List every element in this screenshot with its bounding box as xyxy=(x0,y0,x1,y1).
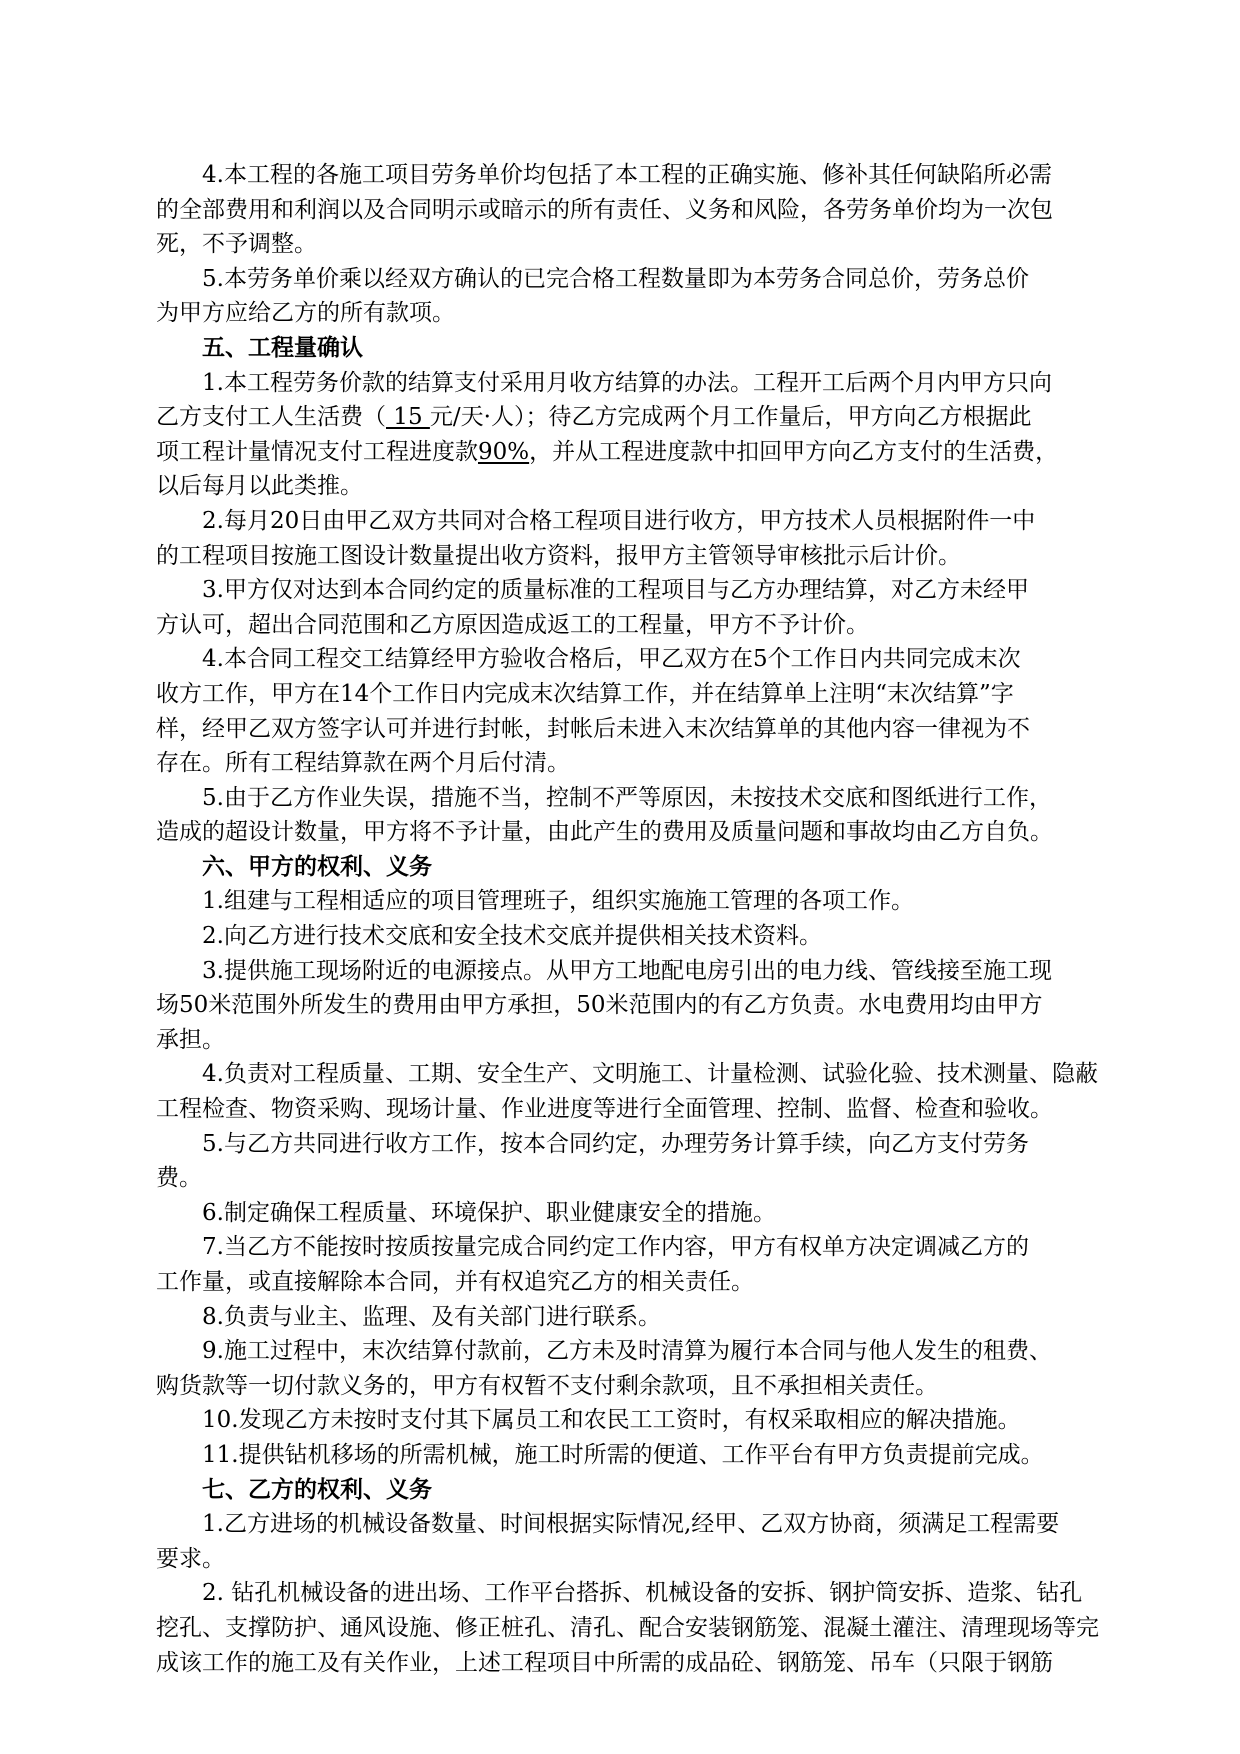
text-line: 8.负责与业主、监理、及有关部门进行联系。 xyxy=(202,1303,661,1330)
text-line: 工作量，或直接解除本合同，并有权追究乙方的相关责任。 xyxy=(156,1269,754,1295)
clause-6-5 xyxy=(156,1127,1130,1196)
clause-6-3 xyxy=(156,954,1130,1058)
text-line: 4.本合同工程交工结算经甲方验收合格后，甲乙双方在5个工作日内共同完成末次 xyxy=(202,646,1021,673)
text-line xyxy=(156,435,1130,470)
text-line: 费。 xyxy=(156,1165,202,1192)
text-line: 的工程项目按施工图设计数量提出收方资料，报甲方主管领导审核批示后计价。 xyxy=(156,542,961,569)
text-line: 1.组建与工程相适应的项目管理班子，组织实施施工管理的各项工作。 xyxy=(202,888,914,915)
text-line: 要求。 xyxy=(156,1545,225,1572)
clause-7-1 xyxy=(156,1507,1130,1576)
clause-6-4 xyxy=(156,1057,1130,1126)
section-heading-6: 六、甲方的权利、义务 xyxy=(202,852,432,880)
text-segment: ，并从工程进度款中扣回甲方向乙方支付的生活费， xyxy=(529,438,1059,465)
text-line: 2.向乙方进行技术交底和安全技术交底并提供相关技术资料。 xyxy=(202,923,822,950)
text-line: 5.由于乙方作业失误，措施不当，控制不严等原因，未按技术交底和图纸进行工作， xyxy=(202,784,1052,811)
clause-6-10 xyxy=(156,1403,1130,1438)
progress-payment-percent: 90% xyxy=(478,438,530,465)
text-line: 4.本工程的各施工项目劳务单价均包括了本工程的正确实施、修补其任何缺陷所必需 xyxy=(202,162,1052,188)
clause-6-11 xyxy=(156,1438,1130,1473)
text-line: 收方工作，甲方在14个工作日内完成末次结算工作，并在结算单上注明“末次结算”字 xyxy=(156,680,1014,707)
text-segment: 元/天·人）；待乙方完成两个月工作量后，甲方向乙方根据此 xyxy=(429,404,1032,431)
text-line: 工程检查、物资采购、现场计量、作业进度等进行全面管理、控制、监督、检查和验收。 xyxy=(156,1096,1053,1123)
clause-4-5 xyxy=(156,262,1130,331)
text-line: 购货款等一切付款义务的，甲方有权暂不支付剩余款项，且不承担相关责任。 xyxy=(156,1372,938,1399)
clause-4-4 xyxy=(156,158,1130,262)
text-line xyxy=(156,400,1130,435)
living-allowance-amount: 15 xyxy=(386,404,430,431)
text-line: 死，不予调整。 xyxy=(156,231,317,258)
text-line: 4.负责对工程质量、工期、安全生产、文明施工、计量检测、试验化验、技术测量、隐蔽 xyxy=(202,1061,1098,1088)
clause-5-3 xyxy=(156,573,1130,642)
clause-6-6 xyxy=(156,1196,1130,1231)
text-segment: 乙方支付工人生活费（ xyxy=(156,404,386,431)
text-line: 造成的超设计数量，甲方将不予计量，由此产生的费用及质量问题和事故均由乙方自负。 xyxy=(156,819,1053,846)
text-line: 2. 钻孔机械设备的进出场、工作平台搭拆、机械设备的安拆、钢护筒安拆、造浆、钻孔 xyxy=(202,1580,1083,1607)
text-line: 9.施工过程中，末次结算付款前，乙方未及时清算为履行本合同与他人发生的租费、 xyxy=(202,1338,1052,1365)
text-line: 3.提供施工现场附近的电源接点。从甲方工地配电房引出的电力线、管线接至施工现 xyxy=(202,957,1052,984)
text-line: 3.甲方仅对达到本合同约定的质量标准的工程项目与乙方办理结算，对乙方未经甲 xyxy=(202,577,1029,604)
clause-5-1 xyxy=(156,366,1130,504)
text-line: 7.当乙方不能按时按质按量完成合同约定工作内容，甲方有权单方决定调减乙方的 xyxy=(202,1234,1029,1261)
text-line: 方认可，超出合同范围和乙方原因造成返工的工程量，甲方不予计价。 xyxy=(156,611,869,638)
text-line: 10.发现乙方未按时支付其下属员工和农民工工资时，有权采取相应的解决措施。 xyxy=(202,1407,1021,1434)
text-line: 挖孔、支撑防护、通风设施、修正桩孔、清孔、配合安装钢筋笼、混凝土灌注、清理现场等完 xyxy=(156,1614,1099,1641)
clause-7-2 xyxy=(156,1576,1130,1680)
text-line: 11.提供钻机移场的所需机械，施工时所需的便道、工作平台有甲方负责提前完成。 xyxy=(202,1441,1044,1468)
section-heading-7: 七、乙方的权利、义务 xyxy=(202,1475,432,1503)
clause-6-9 xyxy=(156,1334,1130,1403)
text-line: 场50米范围外所发生的费用由甲方承担，50米范围内的有乙方负责。水电费用均由甲方 xyxy=(156,992,1043,1019)
text-line: 6.制定确保工程质量、环境保护、职业健康安全的措施。 xyxy=(202,1199,776,1226)
text-line: 存在。所有工程结算款在两个月后付清。 xyxy=(156,750,570,777)
text-line: 1.乙方进场的机械设备数量、时间根据实际情况,经甲、乙双方协商，须满足工程需要 xyxy=(202,1511,1060,1538)
clause-6-7 xyxy=(156,1230,1130,1299)
text-line: 2.每月20日由甲乙双方共同对合格工程项目进行收方，甲方技术人员根据附件一中 xyxy=(202,507,1036,534)
clause-6-8 xyxy=(156,1300,1130,1335)
text-line: 1.本工程劳务价款的结算支付采用月收方结算的办法。工程开工后两个月内甲方只向 xyxy=(202,369,1052,396)
clause-5-2 xyxy=(156,504,1130,573)
text-line: 样，经甲乙双方签字认可并进行封帐，封帐后未进入末次结算单的其他内容一律视为不 xyxy=(156,715,1030,742)
text-line: 的全部费用和利润以及合同明示或暗示的所有责任、义务和风险，各劳务单价均为一次包 xyxy=(156,196,1053,223)
clause-6-1 xyxy=(156,884,1130,919)
text-line: 承担。 xyxy=(156,1026,225,1053)
text-line: 5.与乙方共同进行收方工作，按本合同约定，办理劳务计算手续，向乙方支付劳务 xyxy=(202,1130,1029,1157)
clause-5-4 xyxy=(156,642,1130,780)
section-heading-5: 五、工程量确认 xyxy=(202,333,363,361)
clause-6-2 xyxy=(156,919,1130,954)
text-line: 为甲方应给乙方的所有款项。 xyxy=(156,300,455,327)
text-line: 5.本劳务单价乘以经双方确认的已完合格工程数量即为本劳务合同总价，劳务总价 xyxy=(202,265,1029,292)
text-line: 以后每月以此类推。 xyxy=(156,473,363,500)
text-line: 成该工作的施工及有关作业，上述工程项目中所需的成品砼、钢筋笼、吊车（只限于钢筋 xyxy=(156,1649,1053,1676)
clause-5-5 xyxy=(156,781,1130,850)
text-segment: 项工程计量情况支付工程进度款 xyxy=(156,438,478,465)
